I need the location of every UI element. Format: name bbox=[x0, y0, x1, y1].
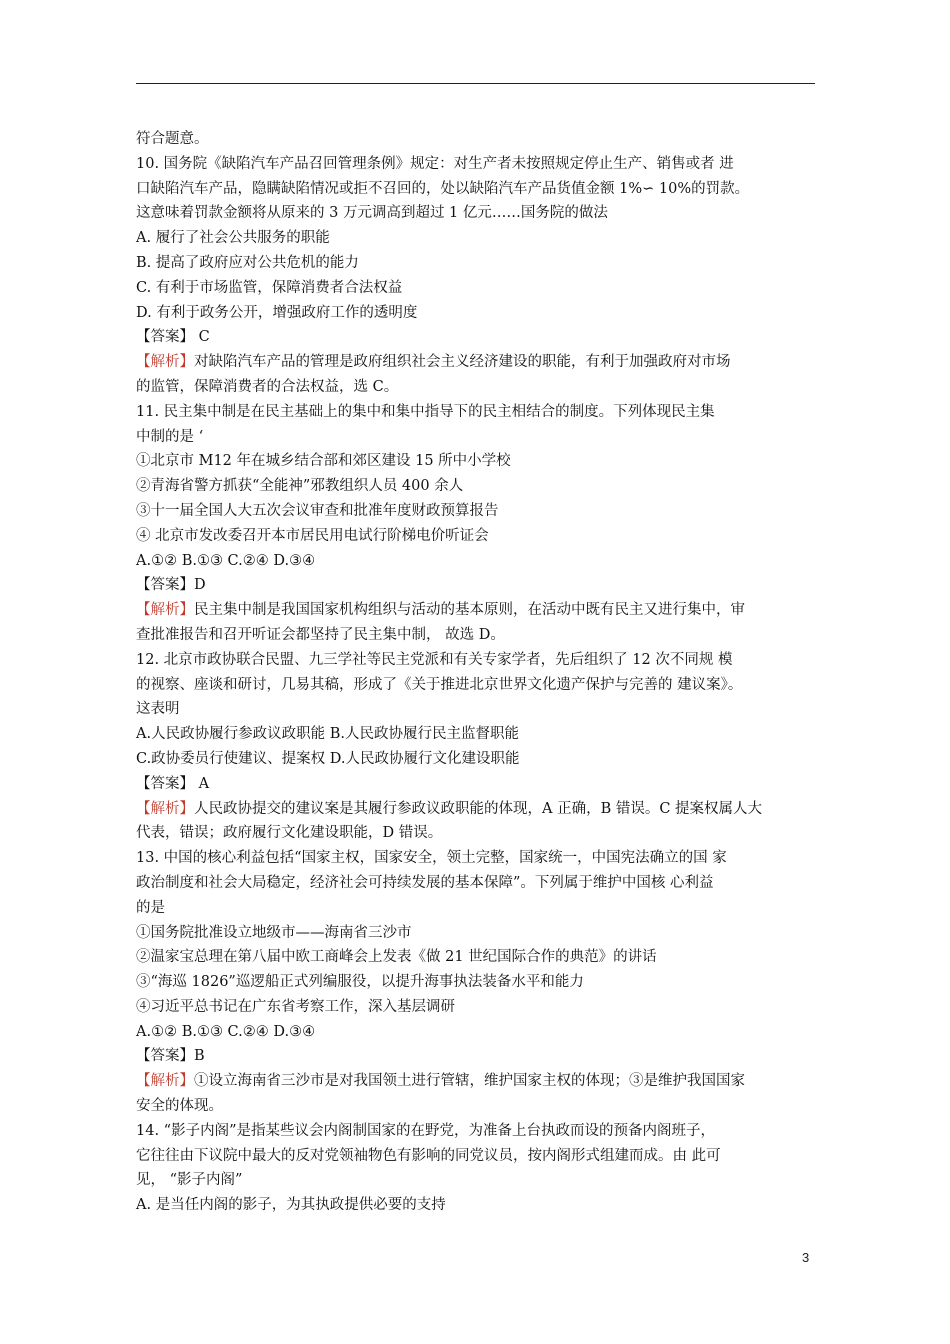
text-line bbox=[136, 673, 816, 698]
line-text: ④习近平总书记在广东省考察工作，深入基层调研 bbox=[136, 998, 455, 1015]
line-text: D. 有利于政务公开，增强政府工作的透明度 bbox=[136, 304, 418, 321]
line-text: ③十一届全国人大五次会议审查和批准年度财政预算报告 bbox=[136, 502, 499, 519]
line-text: 12. 北京市政协联合民盟、九三学社等民主党派和有关专家学者，先后组织了 12 次不同规 模 bbox=[136, 651, 733, 668]
text-line bbox=[136, 945, 816, 970]
line-text: 11. 民主集中制是在民主基础上的集中和集中指导下的民主相结合的制度。下列体现民主集 bbox=[136, 403, 715, 420]
analysis-tag: 【解析】 bbox=[136, 1073, 194, 1090]
text-line bbox=[136, 896, 816, 921]
analysis-line bbox=[136, 350, 816, 375]
text-line bbox=[136, 152, 816, 177]
text-line bbox=[136, 276, 816, 301]
line-text: C.政协委员行使建议、提案权 D.人民政协履行文化建设职能 bbox=[136, 750, 520, 767]
line-text: ②温家宝总理在第八届中欧工商峰会上发表《做 21 世纪国际合作的典范》的讲话 bbox=[136, 949, 657, 966]
line-text: 人民政协提交的建议案是其履行参政议政职能的体现，A 正确，B 错误。C 提案权属人大 bbox=[194, 800, 763, 817]
line-text: C. 有利于市场监管，保障消费者合法权益 bbox=[136, 279, 403, 296]
text-line bbox=[136, 1020, 816, 1045]
document-body bbox=[136, 127, 816, 1218]
line-text: 这意味着罚款金额将从原来的 3 万元调高到超过 1 亿元……国务院的做法 bbox=[136, 205, 608, 222]
line-text: 这表明 bbox=[136, 701, 180, 718]
text-line bbox=[136, 1094, 816, 1119]
line-text: 14. “影子内阁”是指某些议会内阁制国家的在野党，为准备上台执政而设的预备内阁班子， bbox=[136, 1122, 715, 1139]
text-line bbox=[136, 127, 816, 152]
line-text: 它往往由下议院中最大的反对党领袖物色有影响的同党议员，按内阁形式组建而成。由 此可 bbox=[136, 1147, 721, 1164]
line-text: ②青海省警方抓获“全能神”邪教组织人员 400 余人 bbox=[136, 478, 464, 495]
line-text: 【答案】 C bbox=[136, 329, 210, 346]
text-line bbox=[136, 722, 816, 747]
text-line bbox=[136, 772, 816, 797]
line-text: A.①② B.①③ C.②④ D.③④ bbox=[136, 1023, 316, 1040]
text-line bbox=[136, 301, 816, 326]
text-line bbox=[136, 1144, 816, 1169]
text-line bbox=[136, 474, 816, 499]
text-line bbox=[136, 549, 816, 574]
text-line bbox=[136, 648, 816, 673]
text-line bbox=[136, 226, 816, 251]
analysis-line bbox=[136, 1069, 816, 1094]
line-text: 的是 bbox=[136, 899, 165, 916]
text-line bbox=[136, 1193, 816, 1218]
text-line bbox=[136, 499, 816, 524]
analysis-tag: 【解析】 bbox=[136, 602, 194, 619]
text-line bbox=[136, 995, 816, 1020]
text-line bbox=[136, 821, 816, 846]
page-number: 3 bbox=[802, 1250, 810, 1265]
line-text: 中制的是 ‘ bbox=[136, 428, 204, 445]
line-text: 见， “影子内阁” bbox=[136, 1172, 243, 1189]
line-text: 政治制度和社会大局稳定，经济社会可持续发展的基本保障”。下列属于维护中国核 心利益 bbox=[136, 874, 714, 891]
line-text: ③“海巡 1826”巡逻船正式列编服役，以提升海事执法装备水平和能力 bbox=[136, 974, 584, 991]
text-line bbox=[136, 846, 816, 871]
line-text: 的监管，保障消费者的合法权益，选 C。 bbox=[136, 378, 399, 395]
line-text: ①设立海南省三沙市是对我国领土进行管辖，维护国家主权的体现；③是维护我国国家 bbox=[194, 1073, 745, 1090]
line-text: A.①② B.①③ C.②④ D.③④ bbox=[136, 552, 316, 569]
analysis-tag: 【解析】 bbox=[136, 354, 194, 371]
analysis-tag: 【解析】 bbox=[136, 800, 194, 817]
text-line bbox=[136, 177, 816, 202]
line-text: A. 是当任内阁的影子，为其执政提供必要的支持 bbox=[136, 1197, 446, 1214]
text-line bbox=[136, 1168, 816, 1193]
line-text: 民主集中制是我国国家机构组织与活动的基本原则，在活动中既有民主又进行集中，审 bbox=[194, 602, 745, 619]
line-text: ④ 北京市发改委召开本市居民用电试行阶梯电价听证会 bbox=[136, 527, 489, 544]
text-line bbox=[136, 697, 816, 722]
text-line bbox=[136, 921, 816, 946]
text-line bbox=[136, 375, 816, 400]
line-text: 对缺陷汽车产品的管理是政府组织社会主义经济建设的职能，有利于加强政府对市场 bbox=[194, 354, 731, 371]
analysis-line bbox=[136, 797, 816, 822]
line-text: 查批准报告和召开听证会都坚持了民主集中制， 故选 D。 bbox=[136, 626, 505, 643]
line-text: A. 履行了社会公共服务的职能 bbox=[136, 230, 330, 247]
line-text: A.人民政协履行参政议政职能 B.人民政协履行民主监督职能 bbox=[136, 726, 519, 743]
text-line bbox=[136, 1119, 816, 1144]
line-text: 口缺陷汽车产品，隐瞒缺陷情况或拒不召回的，处以缺陷汽车产品货值金额 1%∽ 10%的罚款。 bbox=[136, 180, 750, 197]
analysis-line bbox=[136, 598, 816, 623]
text-line bbox=[136, 573, 816, 598]
text-line bbox=[136, 747, 816, 772]
line-text: 代表，错误；政府履行文化建设职能，D 错误。 bbox=[136, 825, 443, 842]
line-text: 10. 国务院《缺陷汽车产品召回管理条例》规定：对生产者未按照规定停止生产、销售或者 进 bbox=[136, 155, 734, 172]
text-line bbox=[136, 1044, 816, 1069]
line-text: 【答案】 A bbox=[136, 775, 210, 792]
text-line bbox=[136, 524, 816, 549]
text-line bbox=[136, 201, 816, 226]
line-text: ①北京市 M12 年在城乡结合部和郊区建设 15 所中小学校 bbox=[136, 453, 511, 470]
line-text: 安全的体现。 bbox=[136, 1098, 223, 1115]
line-text: 的视察、座谈和研讨，几易其稿，形成了《关于推进北京世界文化遗产保护与完善的 建议案》。 bbox=[136, 676, 743, 693]
text-line bbox=[136, 251, 816, 276]
text-line bbox=[136, 325, 816, 350]
line-text: ①国务院批准设立地级市——海南省三沙市 bbox=[136, 924, 412, 941]
text-line bbox=[136, 425, 816, 450]
header-rule bbox=[136, 83, 815, 84]
line-text: 【答案】D bbox=[136, 577, 206, 594]
text-line bbox=[136, 449, 816, 474]
line-text: 符合题意。 bbox=[136, 131, 209, 147]
text-line bbox=[136, 623, 816, 648]
text-line bbox=[136, 970, 816, 995]
line-text: 13. 中国的核心利益包括“国家主权，国家安全，领土完整，国家统一，中国宪法确立的国 家 bbox=[136, 850, 727, 867]
text-line bbox=[136, 400, 816, 425]
text-line bbox=[136, 871, 816, 896]
line-text: 【答案】B bbox=[136, 1048, 205, 1065]
line-text: B. 提高了政府应对公共危机的能力 bbox=[136, 254, 359, 271]
